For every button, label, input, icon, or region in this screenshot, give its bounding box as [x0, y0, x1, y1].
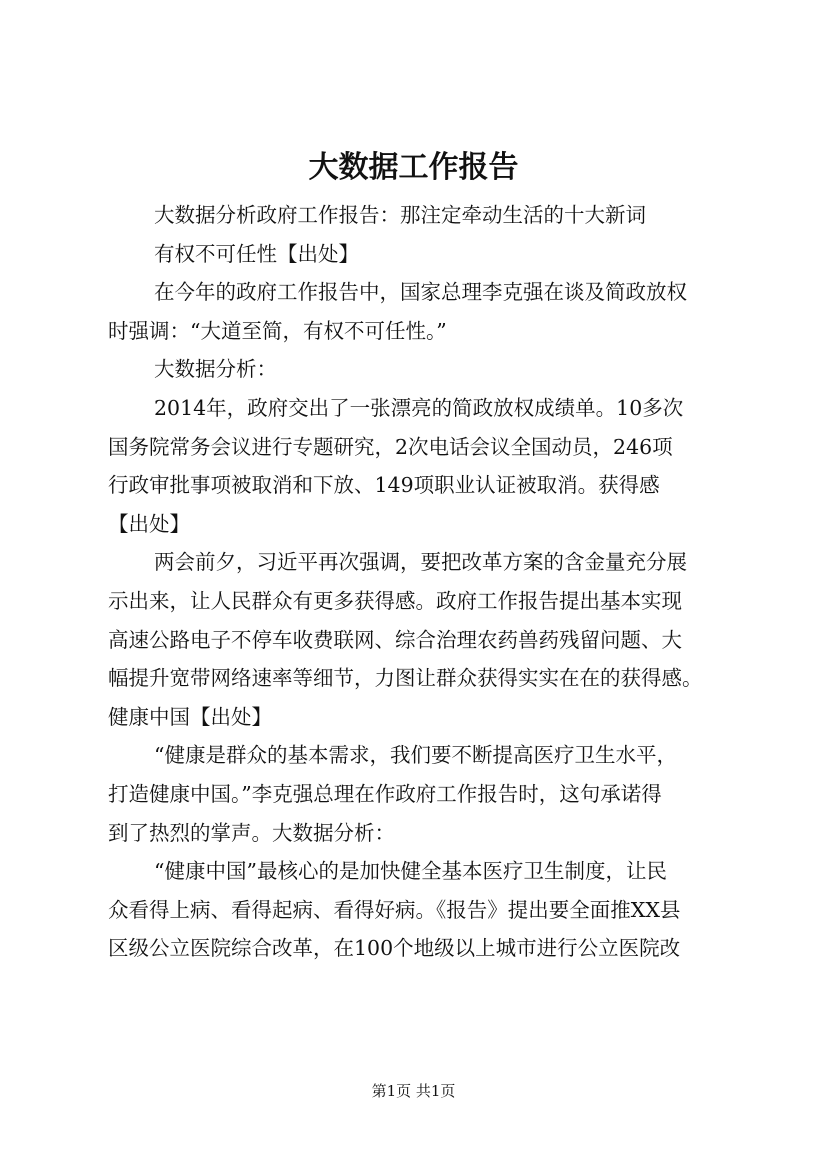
paragraph-line: “健康中国”最核心的是加快健全基本医疗卫生制度，让民: [154, 859, 667, 884]
paragraph-line: 2014年，政府交出了一张漂亮的简政放权成绩单。10多次: [154, 395, 684, 420]
paragraph-line: “健康是群众的基本需求，我们要不断提高医疗卫生水平，: [154, 743, 677, 768]
document-title: 大数据工作报告: [308, 150, 519, 185]
paragraph-line: 时强调：“大道至简，有权不可任性。”: [108, 318, 447, 343]
paragraph-line: 区级公立医院综合改革，在100个地级以上城市进行公立医院改: [108, 936, 681, 961]
paragraph-line: 大数据分析：: [154, 357, 277, 382]
paragraph-line: 【出处】: [108, 511, 190, 536]
paragraph-line: 国务院常务会议进行专题研究，2次电话会议全国动员，246项: [108, 434, 673, 459]
paragraph-line: 在今年的政府工作报告中，国家总理李克强在谈及简政放权: [154, 280, 687, 305]
document-body: [108, 196, 728, 968]
paragraph-line: 大数据分析政府工作报告：那注定牵动生活的十大新词: [154, 203, 646, 227]
paragraph-line: 行政审批事项被取消和下放、149项职业认证被取消。获得感: [108, 473, 660, 498]
paragraph-line: 到了热烈的掌声。大数据分析：: [108, 820, 395, 845]
paragraph-line: 打造健康中国。”李克强总理在作政府工作报告时，这句承诺得: [108, 781, 662, 806]
paragraph-line: 两会前夕，习近平再次强调，要把改革方案的含金量充分展: [154, 550, 687, 575]
paragraph-line: 示出来，让人民群众有更多获得感。政府工作报告提出基本实现: [108, 588, 682, 613]
page-footer: 第1页 共1页: [371, 1082, 456, 1100]
paragraph-line: 高速公路电子不停车收费联网、综合治理农药兽药残留问题、大: [108, 627, 682, 652]
paragraph-line: 有权不可任性【出处】: [154, 241, 359, 266]
paragraph-line: 健康中国【出处】: [108, 704, 272, 729]
paragraph-line: 众看得上病、看得起病、看得好病。《报告》提出要全面推XX县: [108, 897, 681, 922]
paragraph-line: 幅提升宽带网络速率等细节，力图让群众获得实实在在的获得感。: [108, 666, 703, 691]
